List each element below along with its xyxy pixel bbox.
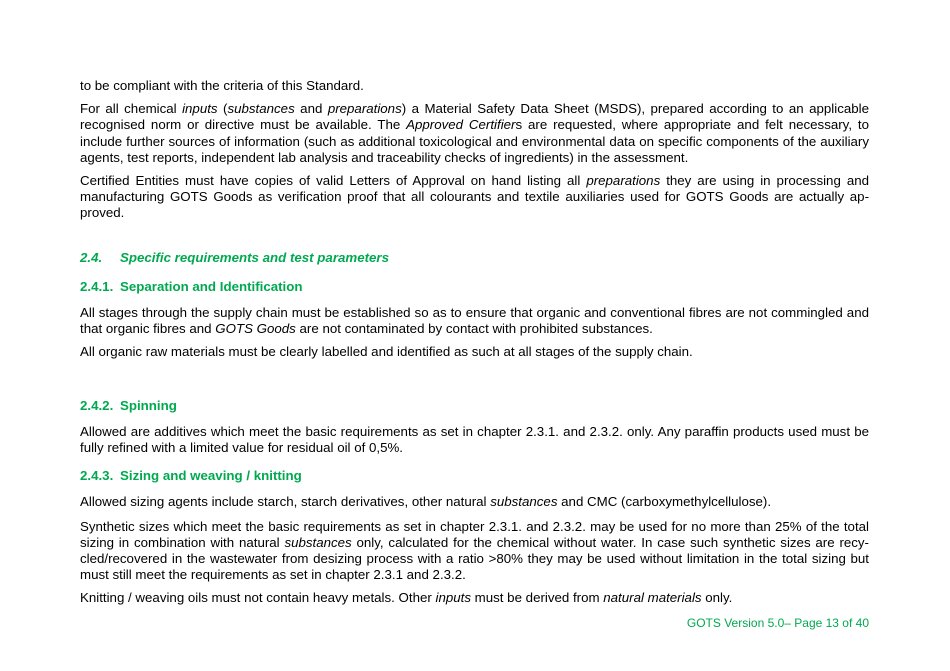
paragraph-chemical-inputs: For all chemical inputs (substances and preparations) a Material Safety Data Sheet (MSDS), prepared according to an applicable recognised norm or directive must be available. The Approved Certifiers are requested, where appropriate and felt necessary, to include further sources of information (such as additional toxicological and environmental data on specific components of the auxiliary agents, test reports, independent lab analysis and traceability checks of ingredients) in the assessment. xyxy=(80,101,869,165)
section-title: Specific requirements and test parameters xyxy=(120,249,389,265)
subsection-number: 2.4.2. xyxy=(80,397,114,413)
subsection-heading-2-4-1 xyxy=(80,279,869,295)
subsection-number: 2.4.1. xyxy=(80,278,114,294)
paragraph-raw-materials: All organic raw materials must be clearly labelled and identified as such at all stages of the supply chain. xyxy=(80,344,693,360)
subsection-title: Separation and Identification xyxy=(120,278,303,294)
subsection-title: Spinning xyxy=(120,397,177,413)
subsection-number: 2.4.3. xyxy=(80,468,114,484)
subsection-title: Sizing and weaving / knitting xyxy=(120,468,302,484)
subsection-heading-2-4-3 xyxy=(80,468,869,484)
subsection-heading-2-4-2 xyxy=(80,398,869,414)
section-heading-2-4 xyxy=(80,250,869,266)
section-number: 2.4. xyxy=(80,249,103,265)
paragraph-synthetic-sizes: Synthetic sizes which meet the basic requirements as set in chapter 2.3.1. and 2.3.2. may be used for no more than 25% of the total sizing in combination with natural substances only, calculated for the chemical without water. In case such synthetic sizes are recy-cled/recovered in the wastewater from desizing process with a ratio >80% they may be used without limitation in the total sizing but must still meet the requirements as set in chapter 2.3.1 and 2.3.2. xyxy=(80,518,869,583)
paragraph-certified-entities: Certified Entities must have copies of valid Letters of Approval on hand listing all preparations they are using in processing and manufacturing GOTS Goods as verification proof that all colourants and textile auxiliaries used for GOTS Goods are actually ap-proved. xyxy=(80,173,869,221)
paragraph-supply-chain: All stages through the supply chain must be established so as to ensure that organic and conventional fibres are not commingled and that organic fibres and GOTS Goods are not contaminated by contact with prohibited substances. xyxy=(80,305,869,337)
paragraph-knitting-oils: Knitting / weaving oils must not contain heavy metals. Other inputs must be derived from natural materials only. xyxy=(80,590,733,606)
page-footer: GOTS Version 5.0– Page 13 of 40 xyxy=(686,616,869,630)
paragraph-intro: to be compliant with the criteria of this Standard. xyxy=(80,78,364,93)
document-page xyxy=(80,78,869,607)
paragraph-spinning: Allowed are additives which meet the basic requirements as set in chapter 2.3.1. and 2.3.2. only. Any paraffin products used must be fully refined with a limited value for residual oil of 0,5%. xyxy=(80,423,869,456)
paragraph-sizing-agents: Allowed sizing agents include starch, starch derivatives, other natural substances and CMC (carboxymethylcellulose). xyxy=(80,494,772,510)
